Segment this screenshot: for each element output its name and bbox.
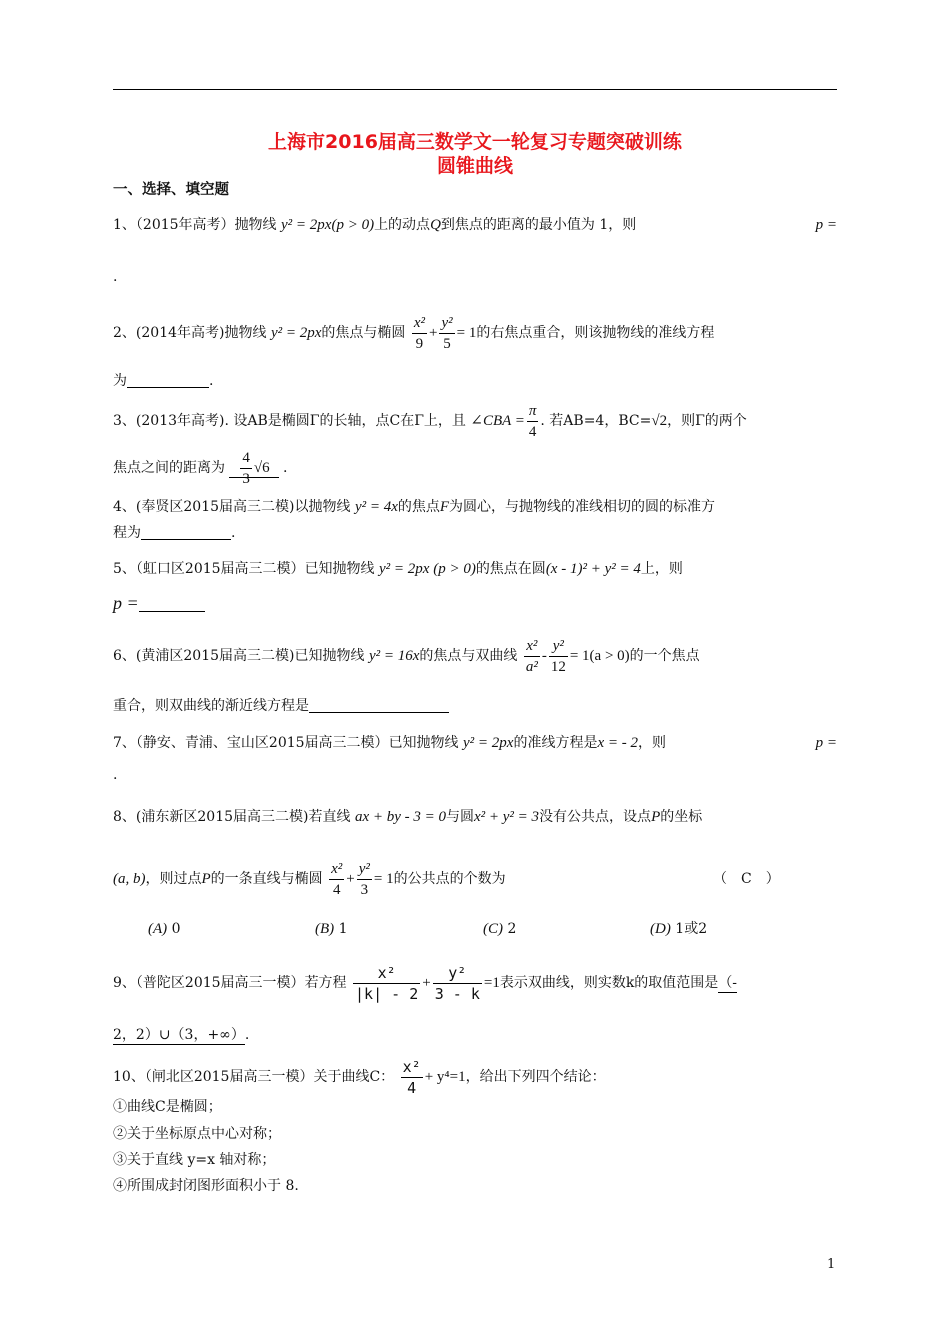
fraction-pi-4: $\frac{\pi}{4}$ xyxy=(528,402,537,440)
answer-bracket: （ C ） xyxy=(713,871,780,887)
fraction-x2-4: $\frac{\text{x²}}{4}$ xyxy=(331,860,343,898)
fraction-x2-a2: $\frac{\text{x²}}{\text{a²}}$ xyxy=(525,637,538,675)
conclusion-4: ④所围成封闭图形面积小于 8. xyxy=(113,1178,299,1194)
question-7: 7、（静安、青浦、宝山区2015届高三二模）已知抛物线 y² = 2px的准线方程是x = - 2，则 p = xyxy=(113,735,837,751)
fraction-x2-absk: $\frac{\text{x²}}{|k| - 2}$ xyxy=(355,963,419,1003)
question-3: 3、(2013年高考). 设AB是椭圆Γ的长轴，点C在Γ上，且 ∠CBA = $\frac{\pi}{4}$ . 若AB=4，BC=√2，则Γ的两个 xyxy=(113,402,747,440)
question-10: 10、（闸北区2015届高三一模）关于曲线C： $\frac{\text{x²}}{4}$ + y⁴=1，给出下列四个结论： xyxy=(113,1057,606,1097)
answer-blank xyxy=(309,698,449,713)
page-number: 1 xyxy=(827,1257,836,1272)
fraction-y2-3: $\frac{\text{y²}}{3}$ xyxy=(358,860,370,898)
question-3-cont: 焦点之间的距离为 $\frac{4}{3}$ √6 . xyxy=(113,449,288,487)
question-6: 6、(黄浦区2015届高三二模)已知抛物线 y² = 16x的焦点与双曲线 $\frac{\text{x²}}{\text{a²}}$ - $\frac{\text{y²}}{12}$ = 1(a > 0)的一个焦点 xyxy=(113,637,700,675)
question-4-cont: 程为 . xyxy=(113,525,236,541)
header-rule xyxy=(113,89,837,90)
conclusion-2: ②关于坐标原点中心对称； xyxy=(113,1126,281,1142)
conclusion-1: ①曲线C是椭圆； xyxy=(113,1099,222,1115)
question-1-cont: . xyxy=(113,269,118,285)
answer-filled: $\frac{4}{3}$ √6 xyxy=(229,460,278,478)
page-title: 上海市2016届高三数学文一轮复习专题突破训练 xyxy=(268,131,682,153)
conclusion-3: ③关于直线 y=x 轴对称； xyxy=(113,1152,276,1168)
answer-blank xyxy=(141,525,231,540)
answer-blank xyxy=(127,373,209,388)
question-9-cont: 2，2）∪（3，+∞）. xyxy=(113,1027,250,1043)
question-1: 1、（2015年高考）抛物线 y² = 2px(p > 0)上的动点Q到焦点的距离的最小值为 1，则 p = xyxy=(113,217,837,233)
fraction-y2-5: $\frac{\text{y²}}{5}$ xyxy=(441,314,453,352)
answer-blank xyxy=(139,597,205,612)
question-6-cont: 重合，则双曲线的渐近线方程是 xyxy=(113,697,837,715)
option-d: (D) 1或2 xyxy=(650,921,708,937)
question-8: 8、(浦东新区2015届高三二模)若直线 ax + by - 3 = 0与圆x² + y² = 3没有公共点，设点P的坐标 xyxy=(113,809,703,825)
answer-filled-part2: 2，2）∪（3，+∞） xyxy=(113,1027,245,1043)
question-9: 9、（普陀区2015届高三一模）若方程 $\frac{\text{x²}}{|k| - 2}$ + $\frac{\text{y²}}{3 - k}$ =1表示双曲线，则实数k的取值范围是（- xyxy=(113,963,738,1003)
page-subtitle: 圆锥曲线 xyxy=(436,155,513,177)
answer-filled-part1: （- xyxy=(718,975,738,991)
fraction-y2-3mk: $\frac{\text{y²}}{3 - k}$ xyxy=(434,963,480,1003)
section-heading: 一、选择、填空题 xyxy=(113,182,229,198)
question-2: 2、(2014年高考)抛物线 y² = 2px的焦点与椭圆 $\frac{\text{x²}}{9}$ + $\frac{\text{y²}}{5}$ = 1的右焦点重合，则该抛物线的准线方程 xyxy=(113,314,715,352)
question-4: 4、(奉贤区2015届高三二模)以抛物线 y² = 4x的焦点F为圆心，与抛物线的准线相切的圆的标准方 xyxy=(113,499,716,515)
option-a: (A) 0 xyxy=(148,921,181,937)
fraction-x2-4: $\frac{\text{x²}}{4}$ xyxy=(402,1057,421,1097)
fraction-y2-12: $\frac{\text{y²}}{12}$ xyxy=(550,637,566,675)
option-c: (C) 2 xyxy=(483,921,517,937)
question-8-cont: (a, b)，则过点P的一条直线与椭圆 $\frac{\text{x²}}{4}$ + $\frac{\text{y²}}{3}$ = 1的公共点的个数为 （ C ） xyxy=(113,858,837,900)
fraction-x2-9: $\frac{\text{x²}}{9}$ xyxy=(413,314,425,352)
question-5-cont: p = xyxy=(113,594,837,614)
question-5: 5、（虹口区2015届高三二模）已知抛物线 y² = 2px (p > 0)的焦点在圆(x - 1)² + y² = 4上，则 xyxy=(113,561,683,577)
question-2-cont: 为 . xyxy=(113,373,214,389)
question-7-cont: . xyxy=(113,767,118,783)
option-b: (B) 1 xyxy=(315,921,348,937)
